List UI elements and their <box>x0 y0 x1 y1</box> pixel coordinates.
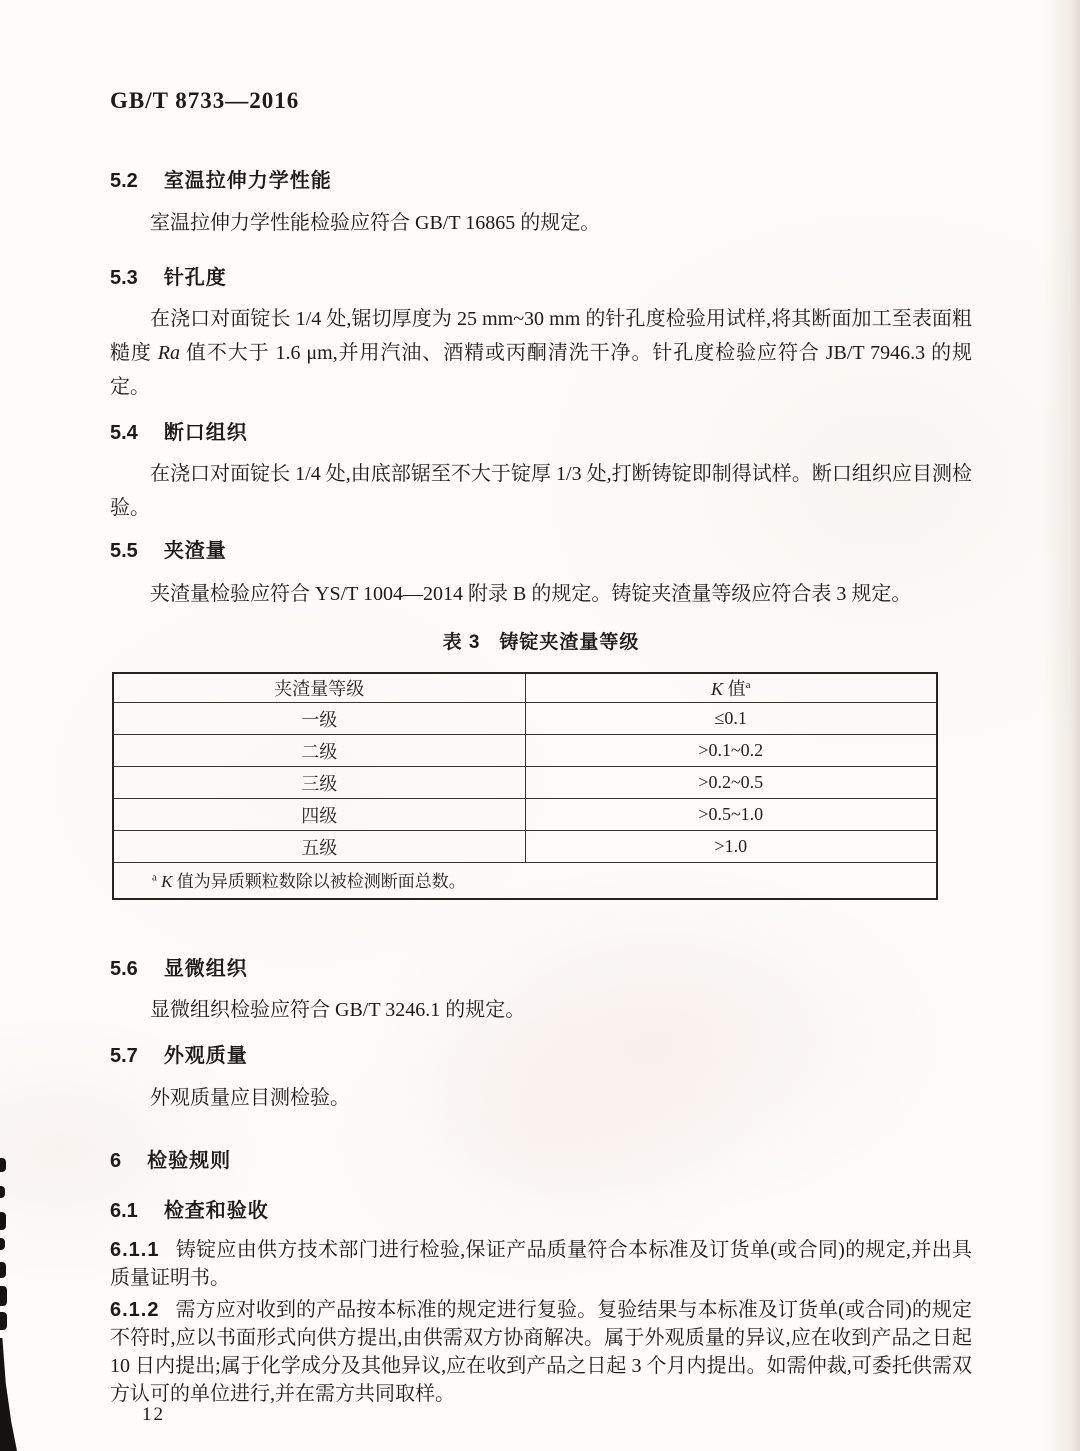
page-number: 12 <box>142 1404 165 1425</box>
section-heading-5-2 <box>110 164 972 193</box>
table-caption <box>110 627 972 654</box>
paragraph-6-1-2 <box>110 1296 972 1408</box>
scan-artifact-dash <box>0 1158 6 1172</box>
clause-text: 铸锭应由供方技术部门进行检验,保证产品质量符合本标准及订货单(或合同)的规定,并出具质量证明书。 <box>110 1239 972 1289</box>
variable-ra: Ra <box>157 342 180 364</box>
scan-artifact-dash <box>0 1286 7 1306</box>
table-cell-grade: 一级 <box>113 703 525 735</box>
table-cell-grade: 三级 <box>113 767 525 799</box>
scan-artifact-dash <box>0 1312 7 1330</box>
variable-k: K <box>161 872 173 891</box>
paragraph-5-2: 室温拉伸力学性能检验应符合 GB/T 16865 的规定。 <box>150 212 601 234</box>
table-row <box>113 799 937 831</box>
section-number: 5.5 <box>110 540 138 562</box>
footnote-text: 值为异质颗粒数除以被检测断面总数。 <box>172 872 466 891</box>
table-footnote-row <box>113 863 937 900</box>
table-caption-text: 铸锭夹渣量等级 <box>499 632 640 653</box>
section-title: 室温拉伸力学性能 <box>163 170 332 192</box>
section-heading-5-5 <box>110 534 972 563</box>
section-title: 显微组织 <box>163 958 248 980</box>
paragraph-5-5: 夹渣量检验应符合 YS/T 1004—2014 附录 B 的规定。铸锭夹渣量等级应符合表 3 规定。 <box>150 583 912 605</box>
section-title: 检查和验收 <box>163 1200 269 1222</box>
section-title: 断口组织 <box>163 422 248 444</box>
section-heading-5-4 <box>110 416 972 445</box>
table-row <box>113 831 937 863</box>
clause-number: 6.1.1 <box>110 1239 160 1261</box>
scan-artifact-dash <box>0 1186 5 1198</box>
table-row <box>113 735 937 767</box>
table-caption-label: 表 3 <box>442 632 481 653</box>
section-title: 检验规则 <box>147 1150 232 1172</box>
paragraph-5-6: 显微组织检验应符合 GB/T 3246.1 的规定。 <box>150 999 526 1021</box>
scan-artifact-dash <box>0 1238 5 1250</box>
footnote-marker: a <box>152 871 157 884</box>
section-heading-5-3 <box>110 261 972 290</box>
table-cell-kvalue: ≤0.1 <box>525 703 937 735</box>
table-row <box>113 703 937 735</box>
table-cell-kvalue: >0.1~0.2 <box>525 735 937 767</box>
section-heading-5-7 <box>110 1039 972 1068</box>
section-number: 5.7 <box>110 1045 138 1067</box>
table-footnote <box>113 863 937 900</box>
table-cell-grade: 五级 <box>113 831 525 863</box>
section-number: 5.3 <box>110 267 138 289</box>
paragraph-6-1-1 <box>110 1236 972 1292</box>
table-header-row <box>113 673 937 703</box>
scan-artifact-dash <box>0 1212 6 1230</box>
table-cell-grade: 二级 <box>113 735 525 767</box>
section-heading-5-6 <box>110 952 972 981</box>
section-title: 针孔度 <box>163 267 227 289</box>
header-text: 值 <box>723 679 746 699</box>
section-number: 6 <box>110 1150 122 1172</box>
scan-artifact-binding-strip <box>0 1338 17 1451</box>
variable-k: K <box>711 679 724 699</box>
section-number: 6.1 <box>110 1200 138 1222</box>
table-cell-kvalue: >1.0 <box>525 831 937 863</box>
table-header-grade: 夹渣量等级 <box>113 673 525 703</box>
section-title: 外观质量 <box>163 1045 248 1067</box>
paragraph-text: 值不大于 1.6 μm,并用汽油、酒精或丙酮清洗干净。针孔度检验应符合 JB/T 7946.3 的规定。 <box>110 342 972 398</box>
table-cell-kvalue: >0.2~0.5 <box>525 767 937 799</box>
section-title: 夹渣量 <box>163 540 227 562</box>
inclusion-grade-table <box>112 672 938 900</box>
clause-number: 6.1.2 <box>110 1299 160 1321</box>
standard-code: GB/T 8733—2016 <box>110 88 300 113</box>
table-row <box>113 767 937 799</box>
section-heading-6 <box>110 1144 972 1173</box>
clause-text: 需方应对收到的产品按本标准的规定进行复验。复验结果与本标准及订货单(或合同)的规定不符时,应以书面形式向供方提出,由供需双方协商解决。属于外观质量的异议,应在收到产品之日起 10 日内提出;属于化学成分及其他异议,应在收到产品之日起 3 个月内提出。如需仲裁,可委托供需双方认可的单位进行,并在需方共同取样。 <box>110 1299 972 1405</box>
table-header-kvalue <box>525 673 937 703</box>
paragraph-5-4: 在浇口对面锭长 1/4 处,由底部锯至不大于锭厚 1/3 处,打断铸锭即制得试样。断口组织应目测检验。 <box>110 463 972 519</box>
footnote-ref: a <box>745 679 751 691</box>
table-cell-grade: 四级 <box>113 799 525 831</box>
section-heading-6-1 <box>110 1194 972 1223</box>
section-number: 5.6 <box>110 958 138 980</box>
section-number: 5.4 <box>110 422 138 444</box>
table-cell-kvalue: >0.5~1.0 <box>525 799 937 831</box>
paragraph-text: 在浇口对面锭长 1/4 处,锯切厚度为 25 mm~30 mm 的针孔度检验用试样,将其断面加工至表面粗糙度 <box>110 308 972 364</box>
scan-artifact-dash <box>0 1262 6 1278</box>
paragraph-5-7: 外观质量应目测检验。 <box>150 1087 350 1109</box>
section-number: 5.2 <box>110 170 138 192</box>
paragraph-5-3 <box>110 302 972 404</box>
